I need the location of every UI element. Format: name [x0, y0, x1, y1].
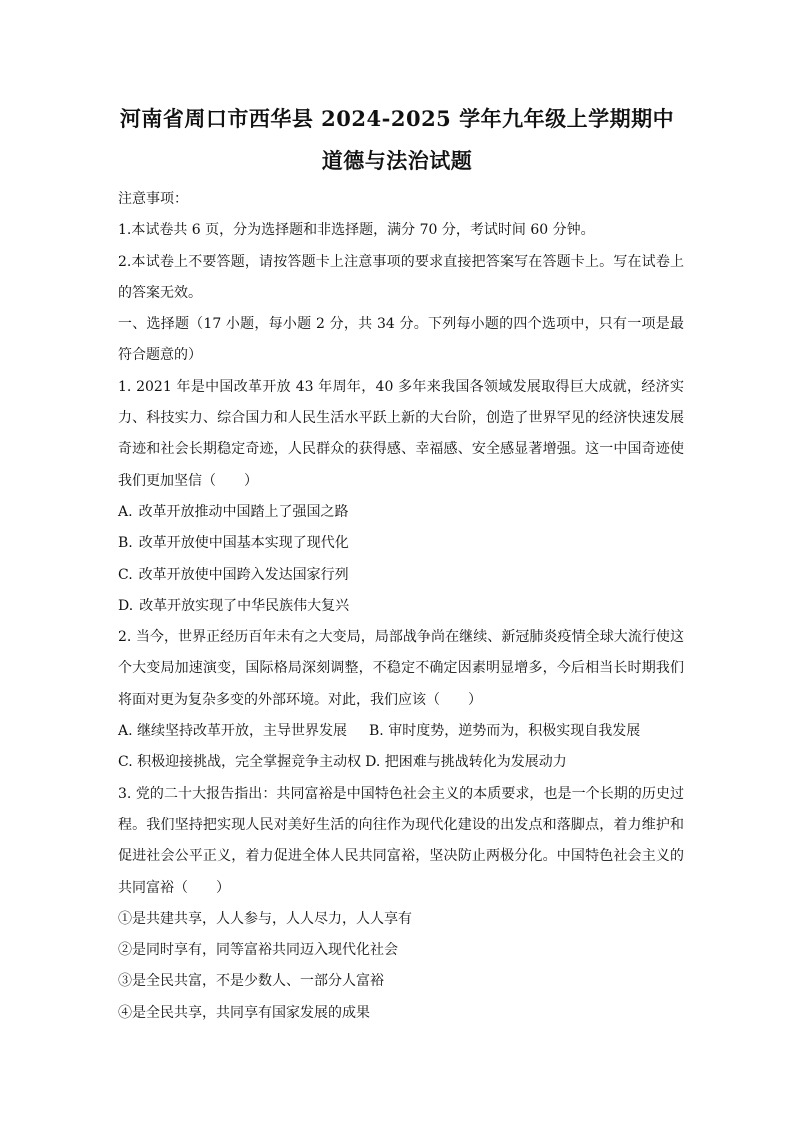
option-text: 改革开放实现了中华民族伟大复兴	[139, 597, 350, 614]
option-text: 把困难与挑战转化为发展动力	[384, 754, 567, 771]
question-3-item-3: ③是全民共富，不是少数人、一部分人富裕	[118, 973, 384, 990]
option-text: 改革开放使中国基本实现了现代化	[138, 535, 349, 552]
option-letter: C.	[118, 566, 133, 583]
option-letter: A.	[118, 723, 133, 740]
option-text: 审时度势，逆势而为，积极实现自我发展	[388, 723, 641, 740]
option-letter: D.	[118, 597, 134, 614]
question-2-options-row-1	[118, 716, 684, 747]
notes-item-2: 2.本试卷上不要答题，请按答题卡上注意事项的要求直接把答案写在答题卡上。写在试卷上的答案无效。	[118, 253, 684, 301]
question-2-option-b	[369, 723, 640, 739]
question-1-stem: 1. 2021 年是中国改革开放 43 年周年，40 多年来我国各领域发展取得巨大成就，经济实力、科技实力、综合国力和人民生活水平跃上新的大台阶，创造了世界罕见的经济快速发展奇迹和社会长期稳定奇迹，人民群众的获得感、幸福感、安全感显著增强。这一中国奇迹使我们更加坚信（ ）	[118, 378, 684, 489]
question-2-option-d	[365, 754, 567, 770]
question-3-item-2: ②是同时享有，同等富裕共同迈入现代化社会	[118, 942, 398, 959]
option-text: 积极迎接挑战，完全掌握竞争主动权	[137, 754, 362, 771]
option-text: 改革开放推动中国踏上了强国之路	[138, 503, 349, 520]
notes-heading: 注意事项：	[118, 191, 188, 207]
question-3-stem: 3. 党的二十大报告指出：共同富裕是中国特色社会主义的本质要求，也是一个长期的历史过程。我们坚持把实现人民对美好生活的向往作为现代化建设的出发点和落脚点，着力维护和促进社会公平正义，着力促进全体人民共同富裕，坚决防止两极分化。中国特色社会主义的共同富裕（ ）	[118, 785, 684, 896]
exam-content	[118, 184, 684, 1029]
exam-title: 河南省周口市西华县 2024-2025 学年九年级上学期期中	[119, 106, 675, 131]
question-2-options-row-2	[118, 747, 684, 778]
question-2-stem: 2. 当今，世界正经历百年未有之大变局，局部战争尚在继续、新冠肺炎疫情全球大流行使这个大变局加速演变，国际格局深刻调整，不稳定不确定因素明显增多，今后相当长时期我们将面对更为复杂多变的外部环境。对此，我们应该（ ）	[118, 629, 684, 708]
question-1-option-c	[118, 560, 684, 591]
question-2-option-a	[118, 723, 347, 739]
option-text: 继续坚持改革开放，主导世界发展	[137, 723, 348, 740]
question-2-option-c	[118, 754, 361, 770]
option-letter: C.	[118, 754, 133, 771]
option-letter: A.	[118, 503, 133, 520]
question-1-option-d	[118, 591, 684, 622]
question-3-item-1: ①是共建共享，人人参与，人人尽力，人人享有	[118, 910, 412, 927]
question-1-option-a	[118, 497, 684, 528]
exam-subtitle: 道德与法治试题	[321, 148, 473, 173]
option-letter: D.	[365, 754, 381, 771]
question-3-item-4: ④是全民共享，共同享有国家发展的成果	[118, 1004, 370, 1021]
option-text: 改革开放使中国跨入发达国家行列	[138, 566, 349, 583]
question-1-option-b	[118, 528, 684, 559]
notes-item-1: 1.本试卷共 6 页，分为选择题和非选择题，满分 70 分，考试时间 60 分钟。	[118, 222, 595, 239]
option-letter: B.	[369, 723, 384, 740]
option-letter: B.	[118, 535, 133, 552]
section-1-heading: 一、选择题（17 小题，每小题 2 分，共 34 分。下列每小题的四个选项中，只有一项是最符合题意的）	[118, 316, 684, 364]
